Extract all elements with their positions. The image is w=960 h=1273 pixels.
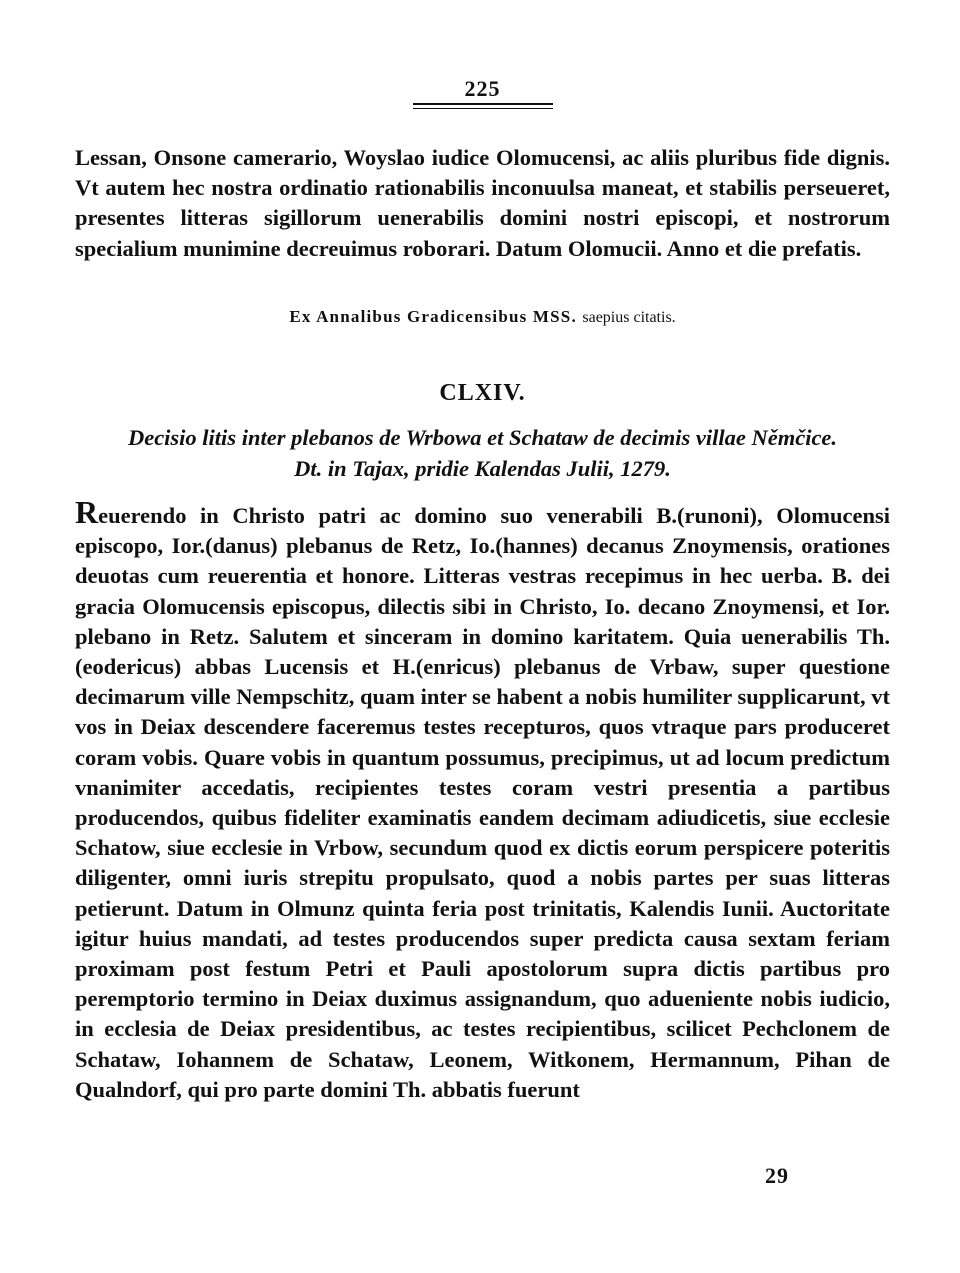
document-title-line2: Dt. in Tajax, pridie Kalendas Julii, 1279. bbox=[294, 456, 671, 481]
header-rule-thin bbox=[413, 108, 553, 109]
signature-mark: 29 bbox=[765, 1163, 789, 1188]
source-note-cite: saepius citatis. bbox=[582, 309, 676, 326]
header-rule bbox=[413, 103, 553, 105]
document-body-text: euerendo in Christo patri ac domino suo venerabili B.(runoni), Olomucensi episcopo, Ior.(danus) plebanus de Retz, Io.(hannes) decanus Znoymensis, orationes deuotas cum reuerentia et honore. Litteras vestras recepimus in hec uerba. B. dei gracia Olomucensis episcopus, dilectis sibi in Christo, Io. decano Znoymensi, et Ior. plebano in Retz. Salutem et sinceram in domino karitatem. Quia uenerabilis Th.(eodericus) abbas Lucensis et H.(enricus) plebanus de Vrbaw, super questione decimarum ville Nempschitz, quam inter se habent a nobis humiliter supplicarunt, vt vos in Deiax descendere faceremus testes recepturos, quos vtraque pars produceret coram vobis. Quare vobis in quantum possumus, precipimus, ut ad locum predictum vnanimiter accedatis, recipientes testes coram vestri presentia a partibus producendos, quibus fideliter examinatis eandem decimam adiudicetis, siue ecclesie Schatow, siue ecclesie in Vrbow, secundum quod ex dictis eorum perspicere poteritis diligenter, omni iuris strepitu propulsato, quod a nobis partes per suas litteras petierunt. Datum in Olmunz quinta feria post trinitatis, Kalendis Iunii. Auctoritate igitur huius mandati, ad testes producendos super predicta causa sextam feriam proximam post festum Petri et Pauli apostolorum supra dictis partibus pro peremptorio termino in Deiax duximus assignandum, quo adueniente nobis iudicio, in ecclesia de Deiax presidentibus, ac testes recipientibus, scilicet Pechclonem de Schataw, Iohannem de Schataw, Leonem, Witkonem, Hermannum, Pihan de Qualndorf, qui pro parte domini Th. abbatis fuerunt bbox=[75, 503, 890, 1102]
book-page bbox=[75, 0, 890, 1273]
drop-cap: R bbox=[75, 494, 99, 530]
document-title bbox=[75, 422, 890, 484]
source-note-main: Ex Annalibus Gradicensibus MSS. bbox=[289, 307, 577, 326]
continuation-text: Lessan, Onsone camerario, Woyslao iudice Olomucensi, ac aliis pluribus fide dignis. Vt autem hec nostra ordinatio rationabilis inconuulsa maneat, et stabilis perseueret, presentes litteras sigillorum uenerabilis domini nostri episcopi, et nostrorum specialium munimine decreuimus roborari. Datum Olomucii. Anno et die prefatis. bbox=[75, 145, 890, 261]
continuation-paragraph bbox=[75, 143, 890, 264]
document-body bbox=[75, 494, 890, 1105]
source-note bbox=[75, 307, 890, 327]
page-number: 225 bbox=[464, 76, 501, 101]
document-title-line1: Decisio litis inter plebanos de Wrbowa et Schataw de decimis villae Němčice. bbox=[127, 425, 838, 450]
document-number: CLXIV. bbox=[439, 380, 526, 406]
